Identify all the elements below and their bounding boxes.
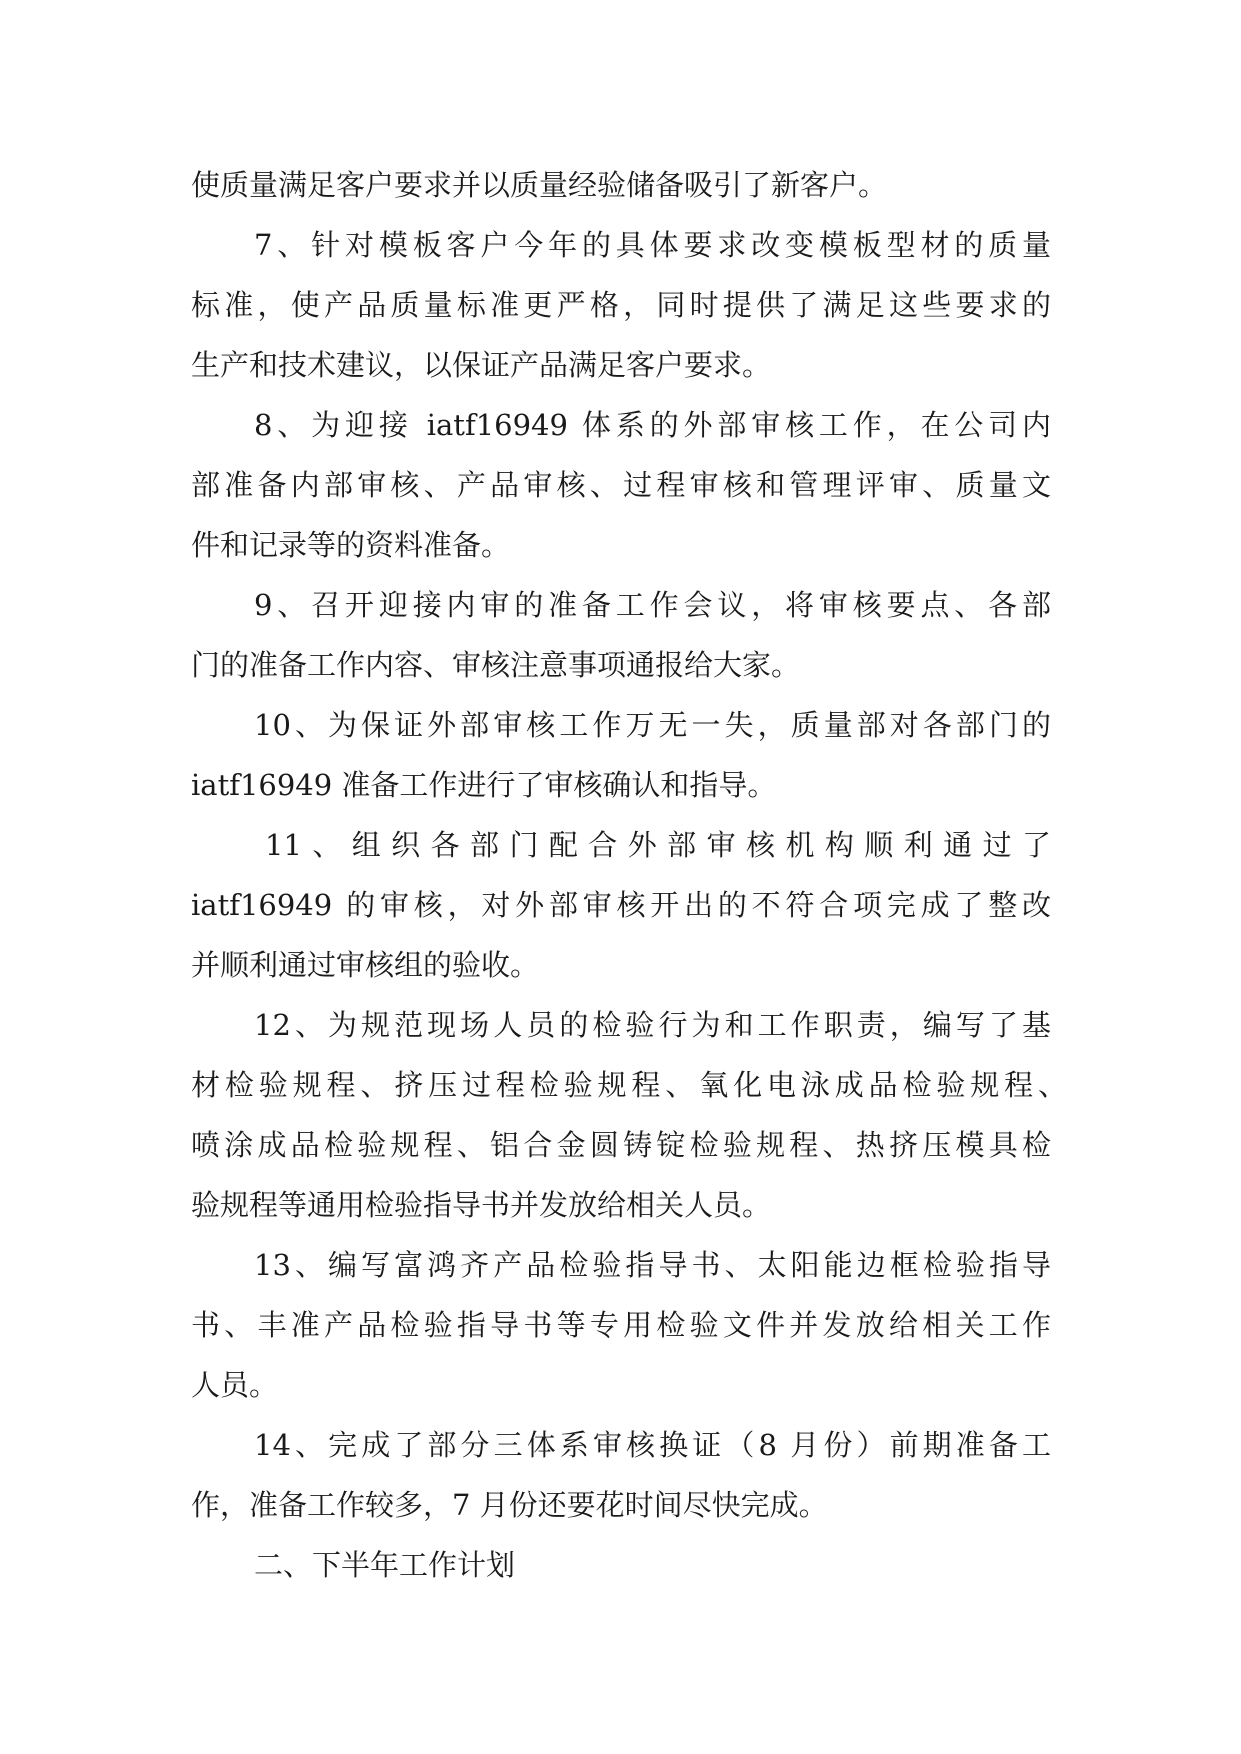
text-line: 验规程等通用检验指导书并发放给相关人员。 — [191, 1188, 772, 1222]
text-line: 8、为迎接 iatf16949 体系的外部审核工作，在公司内 — [254, 408, 1051, 442]
text-line: 门的准备工作内容、审核注意事项通报给大家。 — [191, 648, 801, 682]
text-line: 书、丰准产品检验指导书等专用检验文件并发放给相关工作 — [191, 1308, 1051, 1342]
text-line: 14、完成了部分三体系审核换证（8 月份）前期准备工 — [254, 1428, 1051, 1462]
text-line: 7、针对模板客户今年的具体要求改变模板型材的质量 — [254, 228, 1051, 262]
text-line: 使质量满足客户要求并以质量经验储备吸引了新客户。 — [191, 168, 888, 202]
section-heading: 二、下半年工作计划 — [254, 1548, 516, 1582]
text-line: 10、为保证外部审核工作万无一失，质量部对各部门的 — [254, 708, 1051, 742]
text-line: 材检验规程、挤压过程检验规程、氧化电泳成品检验规程、 — [191, 1068, 1067, 1102]
text-line: 生产和技术建议，以保证产品满足客户要求。 — [191, 348, 772, 382]
text-line: 11、组织各部门配合外部审核机构顺利通过了 — [265, 828, 1051, 862]
text-line: 件和记录等的资料准备。 — [191, 528, 511, 562]
text-line: iatf16949 准备工作进行了审核确认和指导。 — [191, 768, 777, 802]
text-line: 12、为规范现场人员的检验行为和工作职责，编写了基 — [254, 1008, 1051, 1042]
text-line: 作，准备工作较多，7 月份还要花时间尽快完成。 — [191, 1488, 828, 1522]
text-line: 部准备内部审核、产品审核、过程审核和管理评审、质量文 — [191, 468, 1051, 502]
text-line: 9、召开迎接内审的准备工作会议，将审核要点、各部 — [254, 588, 1051, 622]
text-line: 13、编写富鸿齐产品检验指导书、太阳能边框检验指导 — [254, 1248, 1051, 1282]
text-line: 喷涂成品检验规程、铝合金圆铸锭检验规程、热挤压模具检 — [191, 1128, 1051, 1162]
text-line: 标准，使产品质量标准更严格，同时提供了满足这些要求的 — [191, 288, 1051, 322]
text-line: 并顺利通过审核组的验收。 — [191, 948, 540, 982]
text-line: iatf16949 的审核，对外部审核开出的不符合项完成了整改 — [191, 888, 1051, 922]
text-line: 人员。 — [191, 1368, 279, 1402]
